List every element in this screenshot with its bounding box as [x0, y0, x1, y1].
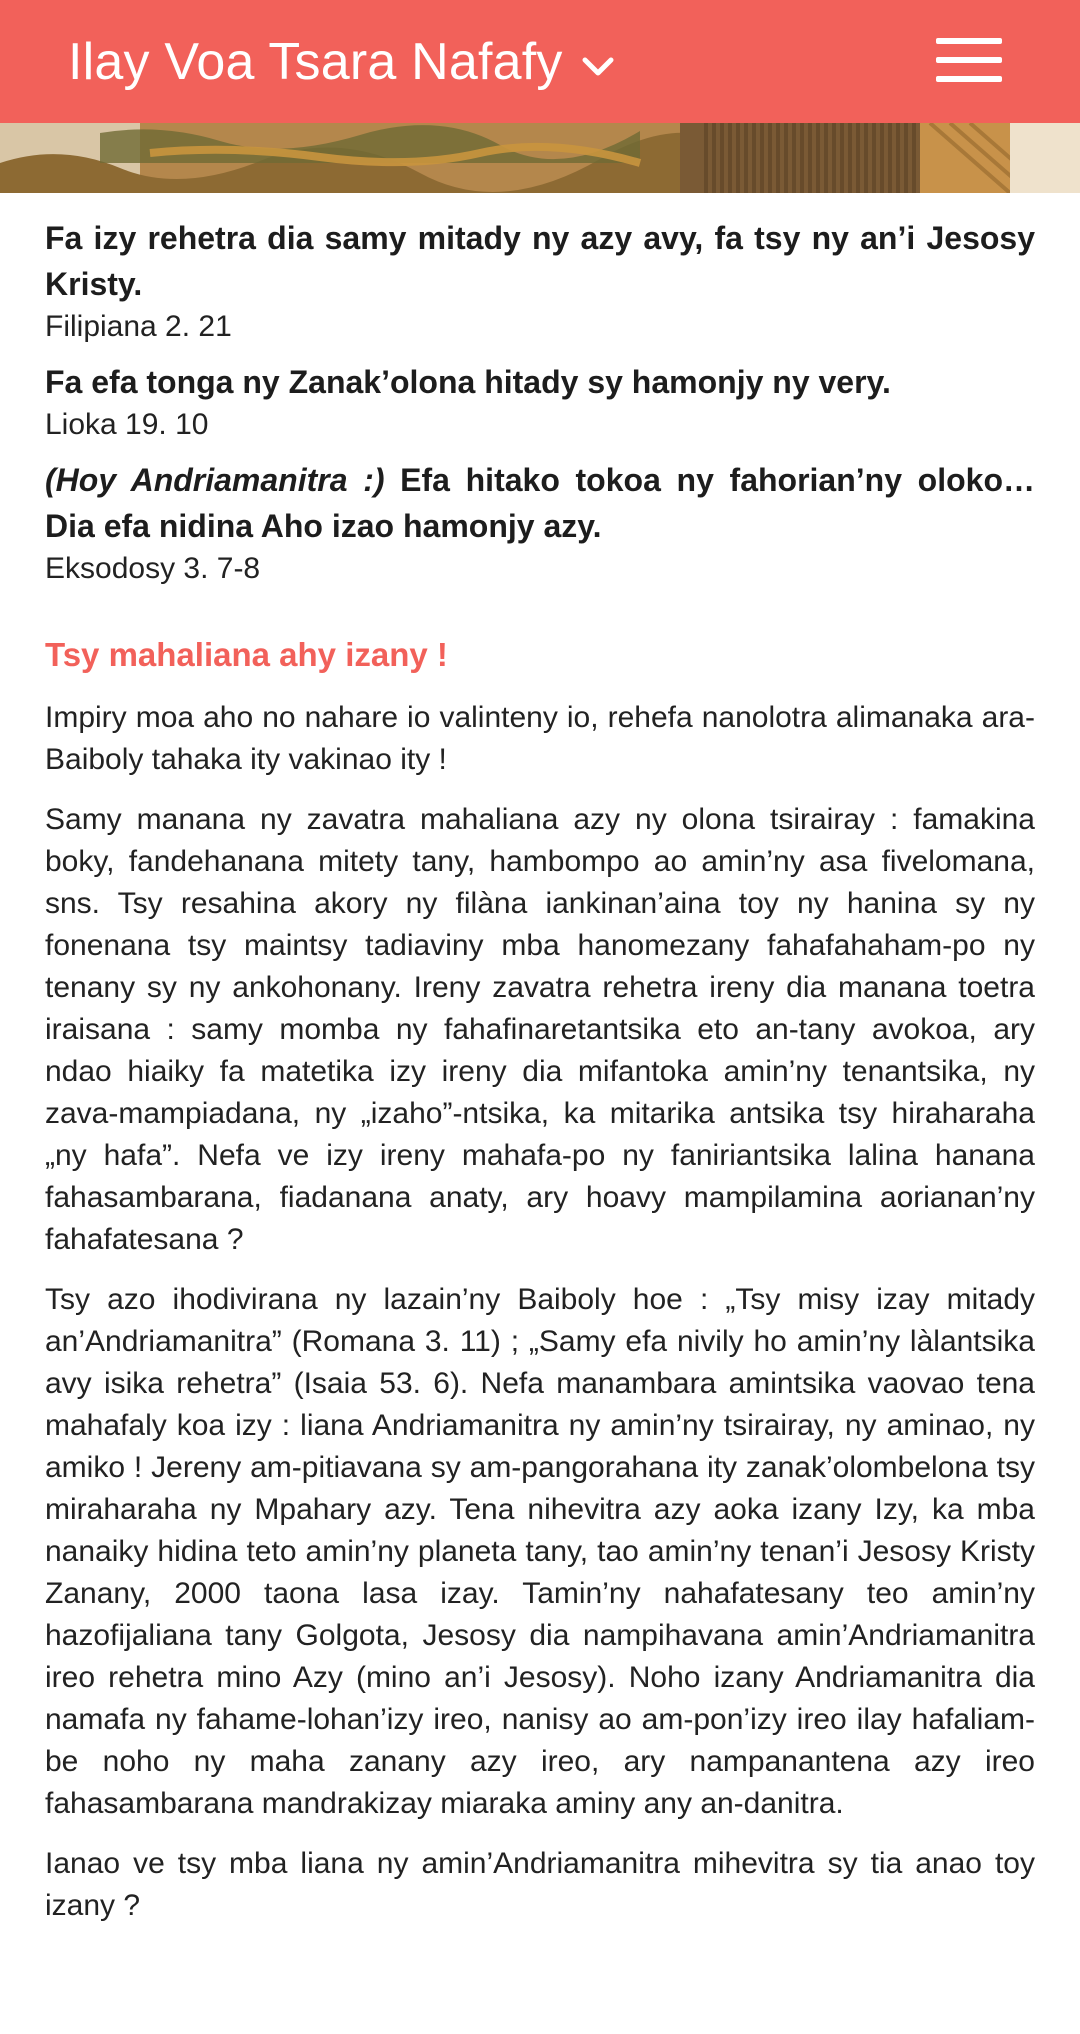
verse-3-prefix: (Hoy Andriamanitra :): [45, 462, 385, 498]
top-bar: [0, 0, 1080, 123]
article-paragraph-1: Impiry moa aho no nahare io valinteny io, rehefa nanolotra alimanaka ara-Baiboly tahaka ity vakinao ity !: [45, 701, 1035, 776]
hamburger-menu-icon[interactable]: [936, 38, 1002, 82]
header-banner-image: [0, 123, 1080, 193]
banner-image: [0, 123, 1080, 193]
main-content: [45, 215, 1035, 1945]
verse-3-body: Efa hitako tokoa ny fahorian’ny oloko… Dia efa nidina Aho izao hamonjy azy.: [45, 462, 1035, 544]
article-paragraph-3: Tsy azo ihodivirana ny lazain’ny Baiboly hoe : „Tsy misy izay mitady an’Andriamanitra” (Romana 3. 11) ; „Samy efa nivily ho amin’ny làlantsika avy isika rehetra” (Isaia 53. 6). Nefa manambara amintsika vaovao tena mahafaly koa izy : liana Andriamanitra ny amin’ny tsirairay, ny aminao, ny amiko ! Jereny am-pitiavana sy am-pangorahana ity zanak’olombelona tsy miraharaha ny Mpahary azy. Tena nihevitra azy aoka izany Izy, ka mba nanaiky hidina teto amin’ny planeta tany, tao amin’ny tenan’i Jesosy Kristy Zanany, 2000 taona lasa izay. Tamin’ny nahafatesany teo amin’ny hazofijaliana tany Golgota, Jesosy dia nampihavana amin’Andriamanitra ireo rehetra mino Azy (mino an’i Jesosy). Noho izany Andriamanitra dia namafa ny fahame-lohan’izy ireo, nanisy ao am-pon’izy ireo ilay hafaliam-be noho ny maha zanany azy ireo, ary nampanantena azy ireo fahasambarana mandrakizay miaraka aminy any an-danitra.: [45, 1283, 1035, 1820]
article-paragraph-4: Ianao ve tsy mba liana ny amin’Andriamanitra mihevitra sy tia anao toy izany ?: [45, 1847, 1035, 1922]
article-paragraph-2: Samy manana ny zavatra mahaliana azy ny olona tsirairay : famakina boky, fandehanana mitety tany, hambompo ao amin’ny asa fivelomana, sns. Tsy resahina akory ny filàna iankinan’aina toy ny hanina sy ny fonenana tsy maintsy tadiaviny mba hanomezany fahafahaham-po ny tenany sy ny ankohonany. Ireny zavatra rehetra ireny dia manana toetra iraisana : samy momba ny fahafinaretantsika eto an-tany avokoa, ary ndao hiaiky fa matetika izy ireny dia mifantoka amin’ny tenantsika, ny zava-mampiadana, ny „izaho”-ntsika, ka mitarika antsika tsy hiraharaha „ny hafa”. Nefa ve izy ireny mahafa-po ny faniriantsika lalina hanana fahasambarana, fiadanana anaty, ary hoavy mampilamina aorianan’ny fahafatesana ?: [45, 803, 1035, 1256]
site-title-dropdown[interactable]: [68, 32, 615, 91]
site-title: Ilay Voa Tsara Nafafy: [68, 32, 563, 91]
article-title: Tsy mahaliana ahy izany !: [45, 636, 448, 673]
chevron-down-icon: [581, 56, 615, 78]
verse-1-text: Fa izy rehetra dia samy mitady ny azy avy, fa tsy ny an’i Jesosy Kristy.: [45, 220, 1035, 302]
verse-2-text: Fa efa tonga ny Zanak’olona hitady sy hamonjy ny very.: [45, 364, 891, 400]
verse-1-reference: Filipiana 2. 21: [45, 310, 232, 343]
verse-2-reference: Lioka 19. 10: [45, 408, 209, 441]
verse-3-reference: Eksodosy 3. 7-8: [45, 552, 261, 585]
verse-3-text: [45, 457, 1035, 549]
